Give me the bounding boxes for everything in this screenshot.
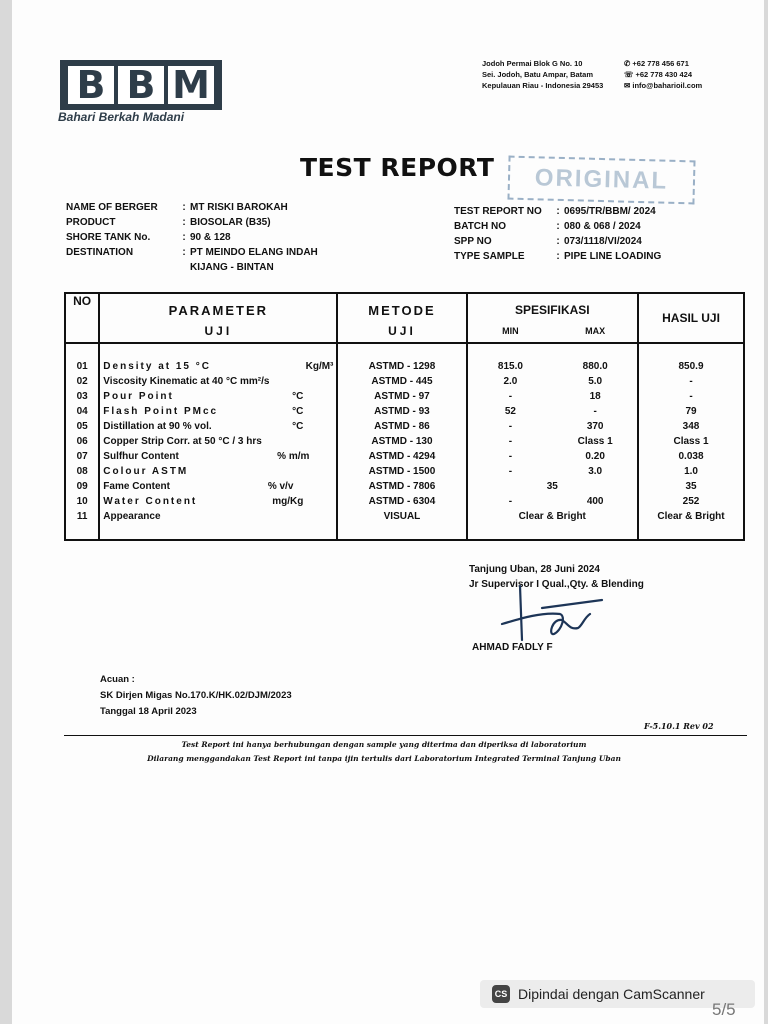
company-contacts xyxy=(624,58,702,91)
table-row: 09 Fame Content % v/v ASTMD - 7806 35 35 xyxy=(65,479,744,494)
company-name: Bahari Berkah Madani xyxy=(58,110,185,124)
table-row: 06 Copper Strip Corr. at 50 °C / 3 hrs ASTMD - 130 - Class 1 Class 1 xyxy=(65,434,744,449)
destination-value: PT MEINDO ELANG INDAH xyxy=(190,247,318,258)
camscanner-icon: CS xyxy=(492,985,510,1003)
sign-role: Jr Supervisor I Qual.,Qty. & Blending xyxy=(469,579,644,590)
form-code: F-5.10.1 Rev 02 xyxy=(644,721,714,731)
fax-number: +62 778 430 424 xyxy=(635,70,692,79)
address-line: Kepulauan Riau - Indonesia 29453 xyxy=(482,81,604,90)
report-title: TEST REPORT xyxy=(300,153,495,182)
email-icon: ✉ xyxy=(624,81,631,90)
table-row: 04 Flash Point PMcc °C ASTMD - 93 52 - 79 xyxy=(65,404,744,419)
product-value: BIOSOLAR (B35) xyxy=(190,217,271,228)
footer-divider xyxy=(64,735,747,736)
col-max: MAX xyxy=(553,322,638,343)
col-spesifikasi: SPESIFIKASI xyxy=(467,293,639,322)
col-metode: METODE xyxy=(337,293,466,322)
fax-icon: ☏ xyxy=(624,70,634,79)
original-stamp: ORIGINAL xyxy=(507,156,695,205)
company-logo: B B M xyxy=(60,60,222,110)
table-row: 01 Density at 15 °C Kg/M³ ASTMD - 1298 815.0 880.0 850.9 xyxy=(65,359,744,374)
results-table xyxy=(64,292,745,541)
table-row: 10 Water Content mg/Kg ASTMD - 6304 - 400 252 xyxy=(65,494,744,509)
reference-block xyxy=(100,672,292,720)
shipment-info: NAME OF BERGER : MT RISKI BAROKAH PRODUCT : BIOSOLAR (B35) SHORE TANK No. : 90 & 128 DESTINATION : PT MEINDO ELANG INDAH KIJANG - BINTAN xyxy=(66,202,318,273)
document-page xyxy=(12,0,764,1024)
type-sample: PIPE LINE LOADING xyxy=(564,251,662,262)
batch-no: 080 & 068 / 2024 xyxy=(564,221,641,232)
company-address xyxy=(482,58,603,91)
address-line: Sei. Jodoh, Batu Ampar, Batam xyxy=(482,70,593,79)
col-hasil: HASIL UJI xyxy=(638,293,744,343)
table-row: 08 Colour ASTM ASTMD - 1500 - 3.0 1.0 xyxy=(65,464,744,479)
destination-value-2: KIJANG - BINTAN xyxy=(190,262,274,273)
phone-number: +62 778 456 671 xyxy=(632,59,689,68)
address-line: Jodoh Permai Blok G No. 10 xyxy=(482,59,583,68)
table-row: 07 Sulfhur Content % m/m ASTMD - 4294 - 0.20 0.038 xyxy=(65,449,744,464)
page-counter: 5/5 xyxy=(712,1000,736,1019)
report-info: TEST REPORT NO : 0695/TR/BBM/ 2024 BATCH NO : 080 & 068 / 2024 SPP NO : 073/1118/VI/2024 TYPE SAMPLE : PIPE LINE LOADING xyxy=(454,206,662,262)
table-row: 11 Appearance VISUAL Clear & Bright Clear & Bright xyxy=(65,509,744,524)
email-address: info@baharioil.com xyxy=(632,81,703,90)
camscanner-label: Dipindai dengan CamScanner xyxy=(518,986,705,1002)
col-metode-sub: UJI xyxy=(337,322,466,343)
sign-place-date: Tanjung Uban, 28 Juni 2024 xyxy=(469,564,600,575)
table-row: 05 Distillation at 90 % vol. °C ASTMD - 86 - 370 348 xyxy=(65,419,744,434)
table-row: 03 Pour Point °C ASTMD - 97 - 18 - xyxy=(65,389,744,404)
col-parameter-sub: UJI xyxy=(99,322,337,343)
spp-no: 073/1118/VI/2024 xyxy=(564,236,642,247)
reference-label: Acuan : xyxy=(100,674,135,685)
reference-line: Tanggal 18 April 2023 xyxy=(100,706,197,717)
col-no: NO xyxy=(65,293,99,343)
footer-note: Dilarang menggandakan Test Report ini tanpa ijin tertulis dari Laboratorium Integrated Terminal Tanjung Uban xyxy=(147,754,621,763)
handwritten-signature xyxy=(482,578,612,644)
shore-tank-value: 90 & 128 xyxy=(190,232,231,243)
col-min: MIN xyxy=(467,322,554,343)
phone-icon: ✆ xyxy=(624,59,631,68)
reference-line: SK Dirjen Migas No.170.K/HK.02/DJM/2023 xyxy=(100,690,292,701)
col-parameter: PARAMETER xyxy=(99,293,337,322)
footer-note: Test Report ini hanya berhubungan dengan sample yang diterima dan diperiksa di laboratorium xyxy=(181,740,587,749)
report-no: 0695/TR/BBM/ 2024 xyxy=(564,206,656,217)
berger-name: MT RISKI BAROKAH xyxy=(190,202,288,213)
table-row: 02 Viscosity Kinematic at 40 °C mm²/s ASTMD - 445 2.0 5.0 - xyxy=(65,374,744,389)
signer-name: AHMAD FADLY F xyxy=(472,642,553,653)
